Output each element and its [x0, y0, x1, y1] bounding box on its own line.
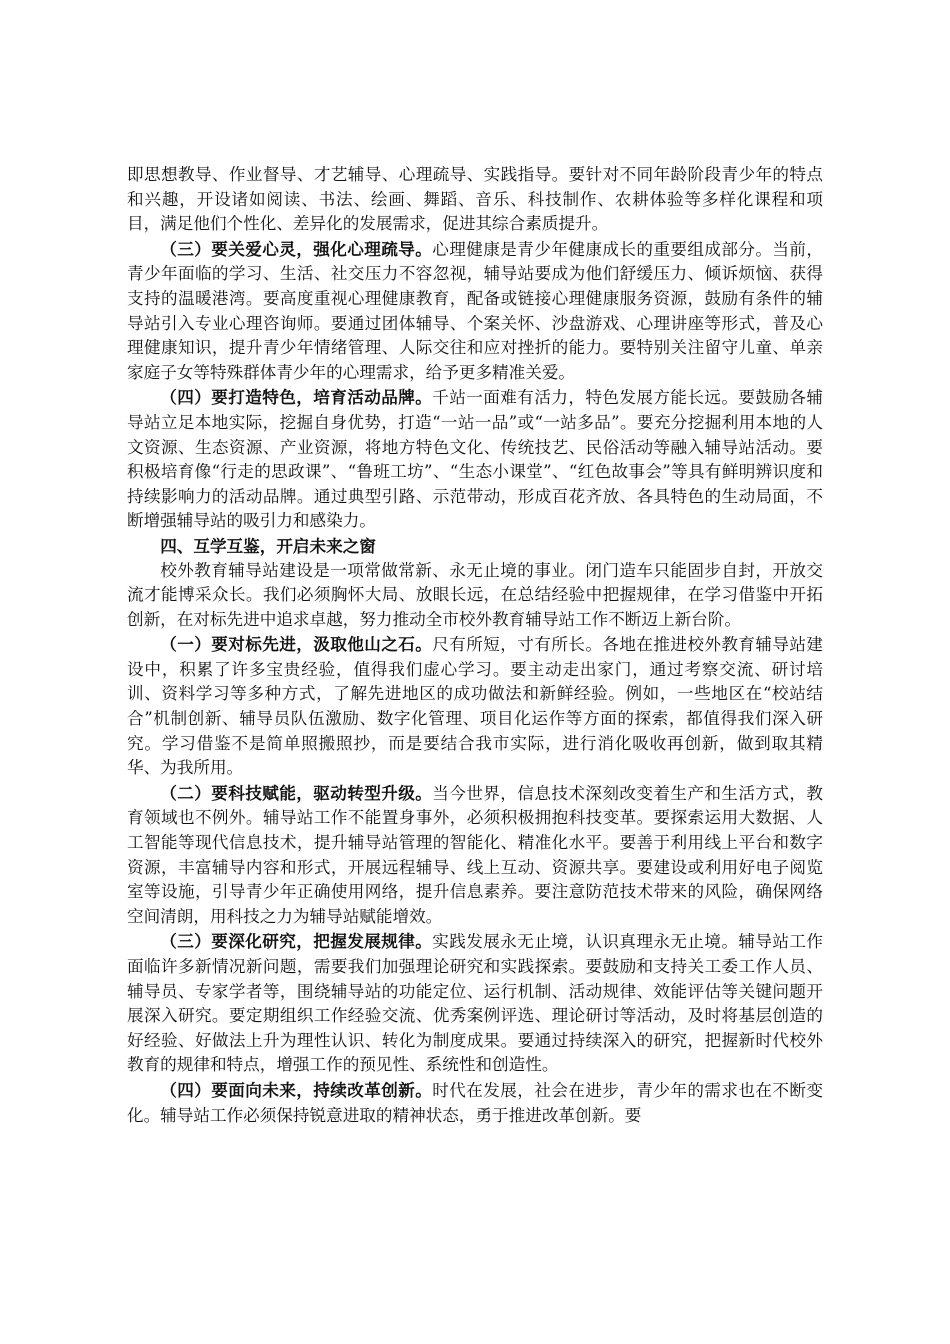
paragraph-continuation: [127, 163, 823, 237]
paragraph-technology: [127, 781, 823, 930]
paragraph-text: 尺有所短，寸有所长。各地在推进校外教育辅导站建设中，积累了许多宝贵经验，值得我们虚心学习。要主动走出家门，通过考察交流、研讨培训、资料学习等多种方式，了解先进地区的成功做法和新鲜经验。例如，一些地区在“校站结合”机制创新、辅导员队伍激励、数字化管理、项目化运作等方面的探索，都值得我们深入研究。学习借鉴不是简单照搬照抄，而是要结合我市实际，进行消化吸收再创新，做到取其精华、为我所用。: [127, 635, 824, 778]
paragraph-lead: （一）要对标先进，汲取他山之石。: [160, 634, 433, 655]
paragraph-caring-mind: [127, 237, 823, 386]
paragraph-text: 当今世界，信息技术深刻改变着生产和生活方式，教育领域也不例外。辅导站工作不能置身事外，必须积极拥抱科技变革。要探索运用大数据、人工智能等现代信息技术，提升辅导站管理的智能化、精准化水平。要善于利用线上平台和数字资源，丰富辅导内容和形式，开展远程辅导、线上互动、资源共享。要建设或利用好电子阅览室等设施，引导青少年正确使用网络，提升信息素养。要注意防范技术带来的风险，确保网络空间清朗，用科技之力为辅导站赋能增效。: [127, 783, 824, 926]
document-page: [127, 163, 823, 1128]
paragraph-text: 即思想教导、作业督导、才艺辅导、心理疏导、实践指导。要针对不同年龄阶段青少年的特点和兴趣，开设诸如阅读、书法、绘画、舞蹈、音乐、科技制作、农耕体验等多样化课程和项目，满足他们个性化、差异化的发展需求，促进其综合素质提升。: [127, 165, 823, 234]
paragraph-lead: （四）要面向未来，持续改革创新。: [160, 1079, 433, 1100]
paragraph-text: 心理健康是青少年健康成长的重要组成部分。当前，青少年面临的学习、生活、社交压力不容忽视，辅导站要成为他们舒缓压力、倾诉烦恼、获得支持的温暖港湾。要高度重视心理健康教育，配备或链接心理健康服务资源，鼓励有条件的辅导站引入专业心理咨询师。要通过团体辅导、个案关怀、沙盘游戏、心理讲座等形式，普及心理健康知识，提升青少年情绪管理、人际交往和应对挫折的能力。要特别关注留守儿童、单亲家庭子女等特殊群体青少年的心理需求，给予更多精准关爱。: [127, 239, 824, 382]
paragraph-lead: （二）要科技赋能，驱动转型升级。: [160, 782, 433, 803]
paragraph-section-intro: [127, 559, 823, 633]
paragraph-text: 实践发展永无止境，认识真理永无止境。辅导站工作面临许多新情况新问题，需要我们加强理论研究和实践探索。要鼓励和支持关工委工作人员、辅导员、专家学者等，围绕辅导站的功能定位、运行机制、活动规律、效能评估等关键问题开展深入研究。要定期组织工作经验交流、优秀案例评选、理论研讨等活动，及时将基层创造的好经验、好做法上升为理性认识、转化为制度成果。要通过持续深入的研究，把握新时代校外教育的规律和特点，增强工作的预见性、系统性和创造性。: [127, 932, 824, 1075]
paragraph-benchmark: [127, 632, 823, 781]
paragraph-research: [127, 929, 823, 1078]
paragraph-text: 千站一面难有活力，特色发展方能长远。要鼓励各辅导站立足本地实际，挖掘自身优势，打造“一站一品”或“一站多品”。要充分挖掘利用本地的人文资源、生态资源、产业资源，将地方特色文化、传统技艺、民俗活动等融入辅导站活动。要积极培育像“行走的思政课”、“鲁班工坊”、“生态小课堂”、“红色故事会”等具有鲜明辨识度和持续影响力的活动品牌。通过典型引路、示范带动，形成百花齐放、各具特色的生动局面，不断增强辅导站的吸引力和感染力。: [127, 388, 824, 531]
paragraph-brand-building: [127, 385, 823, 534]
paragraph-text: 时代在发展，社会在进步，青少年的需求也在不断变化。辅导站工作必须保持锐意进取的精神状态，勇于推进改革创新。要: [127, 1080, 824, 1125]
paragraph-innovation: [127, 1078, 823, 1128]
paragraph-lead: （四）要打造特色，培育活动品牌。: [160, 387, 433, 408]
section-heading: 四、互学互鉴，开启未来之窗: [160, 535, 376, 556]
paragraph-lead: （三）要关爱心灵，强化心理疏导。: [160, 238, 433, 259]
paragraph-lead: （三）要深化研究，把握发展规律。: [160, 931, 433, 952]
paragraph-text: 校外教育辅导站建设是一项常做常新、永无止境的事业。闭门造车只能固步自封，开放交流才能博采众长。我们必须胸怀大局、放眼长远，在总结经验中把握规律，在学习借鉴中开拓创新，在对标先进中追求卓越，努力推动全市校外教育辅导站工作不断迈上新台阶。: [127, 560, 823, 629]
